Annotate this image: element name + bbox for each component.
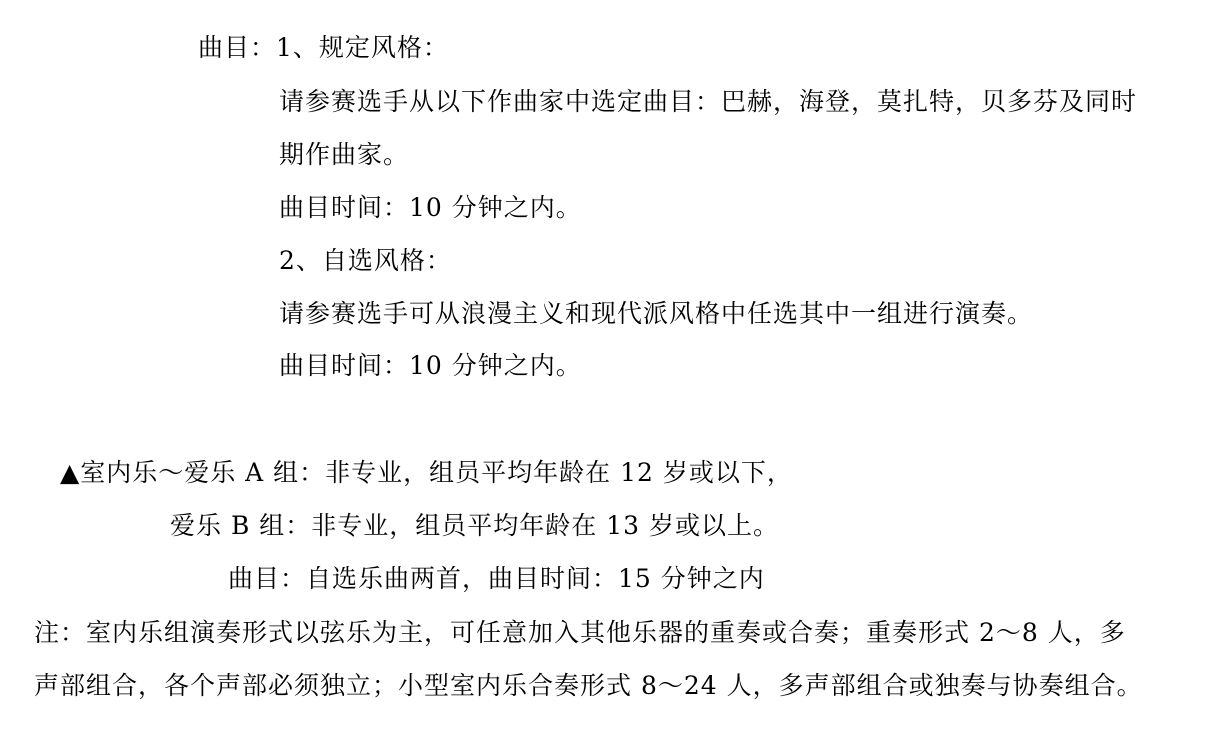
chamber-repertoire: 曲目：自选乐曲两首，曲目时间：15 分钟之内 bbox=[228, 564, 765, 593]
prescribed-rule-line-1: 请参赛选手从以下作曲家中选定曲目：巴赫，海登，莫扎特，贝多芬及同时 bbox=[279, 87, 1138, 116]
prescribed-rule-line-2: 期作曲家。 bbox=[279, 140, 410, 169]
note-line-2: 声部组合，各个声部必须独立；小型室内乐合奏形式 8～24 人，多声部组合或独奏与协奏组合。 bbox=[34, 671, 1143, 700]
chamber-group-b: 爱乐 B 组：非专业，组员平均年龄在 13 岁或以上。 bbox=[170, 511, 779, 540]
chamber-group-a: ▲室内乐～爱乐 A 组：非专业，组员平均年龄在 12 岁或以下， bbox=[60, 458, 793, 487]
free-style-rule: 请参赛选手可从浪漫主义和现代派风格中任选其中一组进行演奏。 bbox=[279, 299, 1034, 328]
note-line-1: 注：室内乐组演奏形式以弦乐为主，可任意加入其他乐器的重奏或合奏；重奏形式 2～8 人，多 bbox=[34, 618, 1126, 647]
heading-prescribed-style: 曲目：1、规定风格： bbox=[198, 33, 449, 62]
prescribed-time-limit: 曲目时间：10 分钟之内。 bbox=[279, 193, 582, 222]
free-style-time-limit: 曲目时间：10 分钟之内。 bbox=[279, 351, 582, 380]
heading-free-style: 2、自选风格： bbox=[279, 246, 452, 275]
